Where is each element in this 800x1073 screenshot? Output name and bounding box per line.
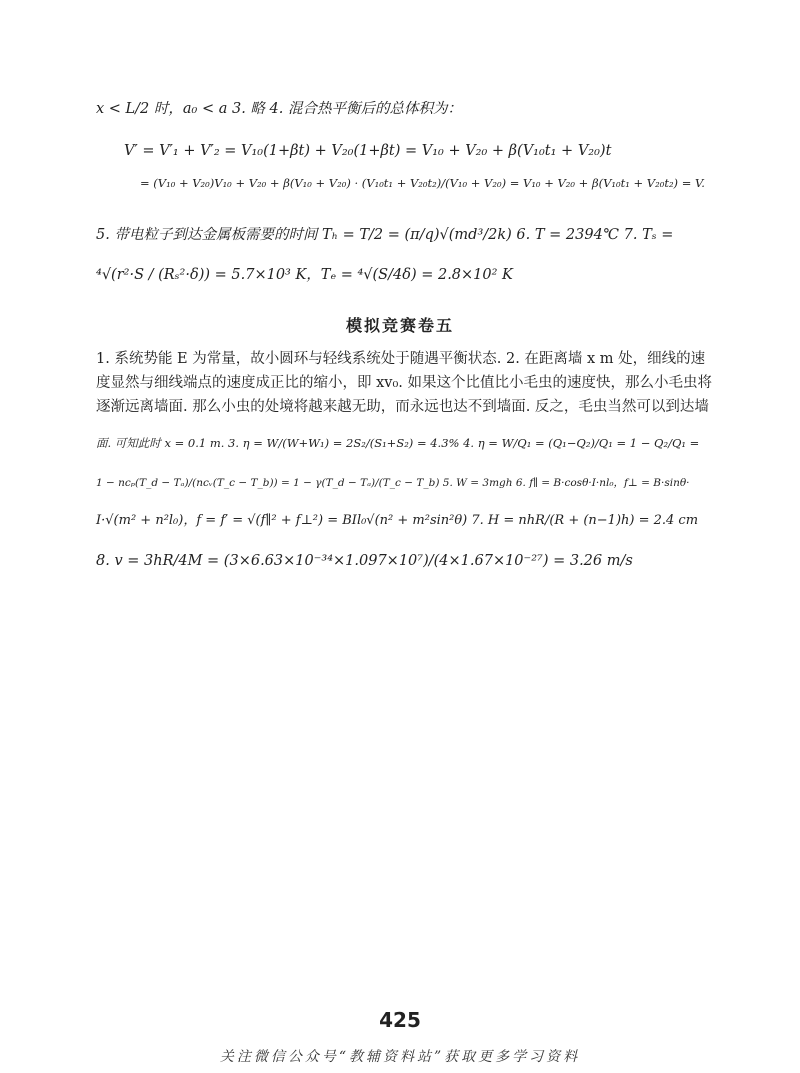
answer-line: 度显然与细线端点的速度成正比的缩小，即 xv₀. 如果这个比值比小毛虫的速度快，那么小毛虫将: [96, 375, 713, 391]
page-number: 425: [379, 1008, 421, 1032]
answer-line: 1. 系统势能 E 为常量，故小圆环与轻线系统处于随遇平衡状态. 2. 在距离墙 x m 处，细线的速: [96, 351, 706, 367]
footer-note: 关注微信公众号“教辅资料站”获取更多学习资料: [219, 1049, 581, 1065]
answer-line: 面. 可知此时 x = 0.1 m. 3. η = W/(W+W₁) = 2S₂/(S₁+S₂) = 4.3% 4. η = W/Q₁ = (Q₁−Q₂)/Q₁ = 1 − Q₂/Q₁ =: [96, 436, 700, 450]
equation-line: = (V₁₀ + V₂₀)V₁₀ + V₂₀ + β(V₁₀ + V₂₀) · (V₁₀t₁ + V₂₀t₂)/(V₁₀ + V₂₀) = V₁₀ + V₂₀ + β(V₁₀t₁ + V₂₀t₂) = V.: [140, 176, 705, 190]
equation-line: V′ = V′₁ + V′₂ = V₁₀(1+βt) + V₂₀(1+βt) = V₁₀ + V₂₀ + β(V₁₀t₁ + V₂₀)t: [124, 143, 612, 159]
section-title: 模拟竞赛卷五: [345, 316, 454, 335]
answer-line: ⁴√(r²·S / (Rₛ²·δ)) = 5.7×10³ K，Tₑ = ⁴√(S/4δ) = 2.8×10² K: [96, 267, 513, 283]
answer-line: 5. 带电粒子到达金属板需要的时间 Tₕ = T/2 = (π/q)√(md³/2k) 6. T = 2394℃ 7. Tₛ =: [96, 227, 674, 243]
answer-line: I·√(m² + n²l₀)，f = f′ = √(f∥² + f⊥²) = BIl₀√(n² + m²sin²θ) 7. H = nhR/(R + (n−1)h) = 2.4 cm: [96, 513, 699, 528]
answer-line: x < L/2 时，a₀ < a 3. 略 4. 混合热平衡后的总体积为：: [96, 101, 462, 117]
answer-line: 8. v = 3hR/4M = (3×6.63×10⁻³⁴×1.097×10⁷)/(4×1.67×10⁻²⁷) = 3.26 m/s: [96, 553, 633, 569]
answer-line: 逐渐远离墙面. 那么小虫的处境将越来越无助，而永远也达不到墙面. 反之，毛虫当然可以到达墙: [96, 399, 709, 415]
answer-line: 1 − ncₚ(T_d − Tₐ)/(ncᵥ(T_c − T_b)) = 1 − γ(T_d − Tₐ)/(T_c − T_b) 5. W = 3mgh 6. f∥ = B·cosθ·I·nl₀，f⊥ = B·sinθ·: [96, 477, 690, 489]
